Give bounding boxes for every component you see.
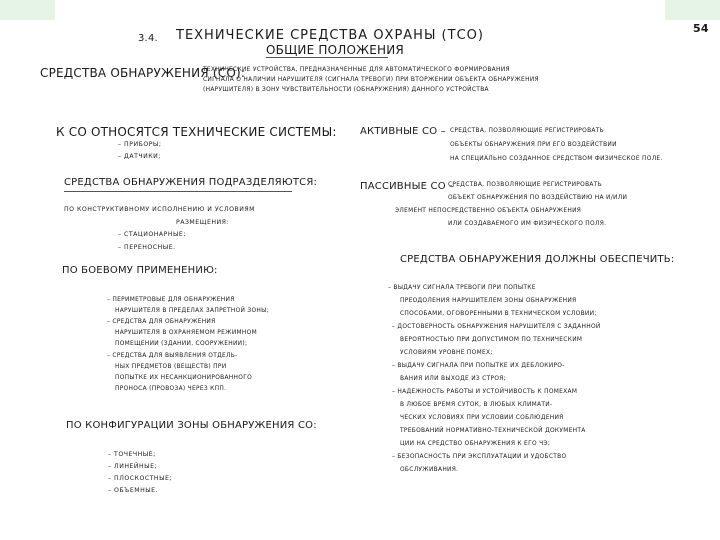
active-line: НА СПЕЦИАЛЬНО СОЗДАННОЕ СРЕДСТВОМ ФИЗИЧЕСКОЕ ПОЛЕ. — [450, 156, 663, 162]
combat-line: ПРОНОСА (ПРОВОЗА) ЧЕРЕЗ КПП. — [115, 386, 227, 392]
combat-line: – СРЕДСТВА ДЛЯ ВЫЯВЛЕНИЯ ОТДЕЛЬ- — [107, 353, 238, 359]
subtitle-underline — [266, 57, 388, 58]
active-line: ОБЪЕКТЫ ОБНАРУЖЕНИЯ ПРИ ЕГО ВОЗДЕЙСТВИИ — [450, 142, 617, 148]
must-line: – ВЫДАЧУ СИГНАЛА ТРЕВОГИ ПРИ ПОПЫТКЕ — [388, 285, 536, 291]
so-item: – ДАТЧИКИ; — [118, 153, 161, 160]
so-heading: К СО ОТНОСЯТСЯ ТЕХНИЧЕСКИЕ СИСТЕМЫ: — [56, 125, 337, 139]
must-line: ПРЕОДОЛЕНИЯ НАРУШИТЕЛЕМ ЗОНЫ ОБНАРУЖЕНИЯ — [400, 298, 577, 304]
page-title: ТЕХНИЧЕСКИЕ СРЕДСТВА ОХРАНЫ (ТСО) — [176, 28, 484, 43]
config-heading: ПО КОНФИГУРАЦИИ ЗОНЫ ОБНАРУЖЕНИЯ СО: — [66, 420, 317, 431]
must-line: УСЛОВИЯМ УРОВНЕ ПОМЕХ; — [400, 350, 493, 356]
must-line: – ВЫДАЧУ СИГНАЛА ПРИ ПОПЫТКЕ ИХ ДЕБЛОКИРО- — [392, 363, 565, 369]
config-item: – ОБЪЕМНЫЕ. — [108, 487, 159, 494]
so-item: – ПРИБОРЫ; — [118, 141, 162, 148]
passive-line: СРЕДСТВА, ПОЗВОЛЯЮЩИЕ РЕГИСТРИРОВАТЬ — [448, 182, 603, 188]
definition-term: СРЕДСТВА ОБНАРУЖЕНИЯ (СО): — [40, 66, 246, 80]
must-heading: СРЕДСТВА ОБНАРУЖЕНИЯ ДОЛЖНЫ ОБЕСПЕЧИТЬ: — [400, 254, 675, 265]
combat-line: ПОПЫТКЕ ИХ НЕСАНКЦИОНИРОВАННОГО — [115, 375, 253, 381]
top-right-tint — [665, 0, 720, 20]
subdivide-heading: СРЕДСТВА ОБНАРУЖЕНИЯ ПОДРАЗДЕЛЯЮТСЯ: — [64, 177, 318, 188]
passive-line: ЭЛЕМЕНТ НЕПОСРЕДСТВЕННО ОБЪЕКТА ОБНАРУЖЕНИЯ — [395, 208, 582, 214]
must-line: СПОСОБАМИ, ОГОВОРЕННЫМИ В ТЕХНИЧЕСКОМ УСЛОВИИ; — [400, 311, 597, 317]
combat-line: НАРУШИТЕЛЯ В ПРЕДЕЛАХ ЗАПРЕТНОЙ ЗОНЫ; — [115, 308, 269, 314]
must-line: ТРЕБОВАНИЙ НОРМАТИВНО-ТЕХНИЧЕСКОЙ ДОКУМЕНТА — [400, 428, 586, 434]
must-line: – НАДЕЖНОСТЬ РАБОТЫ И УСТОЙЧИВОСТЬ К ПОМЕХАМ — [392, 389, 578, 395]
top-left-tint — [0, 0, 55, 20]
page-number: 54 — [693, 22, 709, 35]
active-line: СРЕДСТВА, ПОЗВОЛЯЮЩИЕ РЕГИСТРИРОВАТЬ — [450, 128, 605, 134]
page-subtitle: ОБЩИЕ ПОЛОЖЕНИЯ — [266, 43, 404, 57]
combat-heading: ПО БОЕВОМУ ПРИМЕНЕНИЮ: — [62, 265, 218, 276]
must-line: – БЕЗОПАСНОСТЬ ПРИ ЭКСПЛУАТАЦИИ И УДОБСТВО — [392, 454, 567, 460]
constructive-heading-cont: РАЗМЕЩЕНИЯ: — [176, 219, 230, 226]
constructive-heading: ПО КОНСТРУКТИВНОМУ ИСПОЛНЕНИЮ И УСЛОВИЯМ — [64, 206, 255, 213]
definition-line: (НАРУШИТЕЛЯ) В ЗОНУ ЧУВСТВИТЕЛЬНОСТИ (ОБНАРУЖЕНИЯ) ДАННОГО УСТРОЙСТВА — [203, 87, 489, 93]
must-line: ЧЕСКИХ УСЛОВИЯХ ПРИ УСЛОВИИ СОБЛЮДЕНИЯ — [400, 415, 564, 421]
must-line: ЦИИ НА СРЕДСТВО ОБНАРУЖЕНИЯ К ЕГО ЧЭ; — [400, 441, 551, 447]
must-line: ВЕРОЯТНОСТЬЮ ПРИ ДОПУСТИМОМ ПО ТЕХНИЧЕСКИМ — [400, 337, 583, 343]
definition-line: СИГНАЛА О НАЛИЧИИ НАРУШИТЕЛЯ (СИГНАЛА ТРЕВОГИ) ПРИ ВТОРЖЕНИИ ОБЪЕКТА ОБНАРУЖЕНИЯ — [203, 77, 539, 83]
constructive-item: – СТАЦИОНАРНЫЕ; — [118, 231, 186, 238]
passive-line: ОБЪЕКТ ОБНАРУЖЕНИЯ ПО ВОЗДЕЙСТВИЮ НА И/ИЛИ — [448, 195, 628, 201]
config-item: – ТОЧЕЧНЫЕ; — [108, 451, 156, 458]
section-number: 3.4. — [138, 33, 158, 44]
passive-line: ИЛИ СОЗДАВАЕМОГО ИМ ФИЗИЧЕСКОГО ПОЛЯ. — [448, 221, 607, 227]
active-term: АКТИВНЫЕ СО – — [360, 126, 446, 137]
must-line: ВАНИЯ ИЛИ ВЫХОДЕ ИЗ СТРОЯ; — [400, 376, 506, 382]
passive-term: ПАССИВНЫЕ СО – — [360, 181, 455, 192]
definition-line: ТЕХНИЧЕСКИЕ УСТРОЙСТВА, ПРЕДНАЗНАЧЕННЫЕ ДЛЯ АВТОМАТИЧЕСКОГО ФОРМИРОВАНИЯ — [203, 67, 510, 73]
combat-line: НЫХ ПРЕДМЕТОВ (ВЕЩЕСТВ) ПРИ — [115, 364, 227, 370]
combat-line: НАРУШИТЕЛЯ В ОХРАНЯЕМОМ РЕЖИМНОМ — [115, 330, 257, 336]
must-line: – ДОСТОВЕРНОСТЬ ОБНАРУЖЕНИЯ НАРУШИТЕЛЯ С ЗАДАННОЙ — [392, 324, 601, 330]
constructive-item: – ПЕРЕНОСНЫЕ. — [118, 244, 176, 251]
combat-line: – СРЕДСТВА ДЛЯ ОБНАРУЖЕНИЯ — [107, 319, 216, 325]
must-line: ОБСЛУЖИВАНИЯ. — [400, 467, 459, 473]
config-item: – ЛИНЕЙНЫЕ; — [108, 463, 158, 470]
config-item: – ПЛОСКОСТНЫЕ; — [108, 475, 173, 482]
combat-line: – ПЕРИМЕТРОВЫЕ ДЛЯ ОБНАРУЖЕНИЯ — [107, 297, 235, 303]
must-line: В ЛЮБОЕ ВРЕМЯ СУТОК, В ЛЮБЫХ КЛИМАТИ- — [400, 402, 553, 408]
subdivide-underline — [64, 191, 292, 192]
combat-line: ПОМЕЩЕНИИ (ЗДАНИИ, СООРУЖЕНИИ); — [115, 341, 248, 347]
